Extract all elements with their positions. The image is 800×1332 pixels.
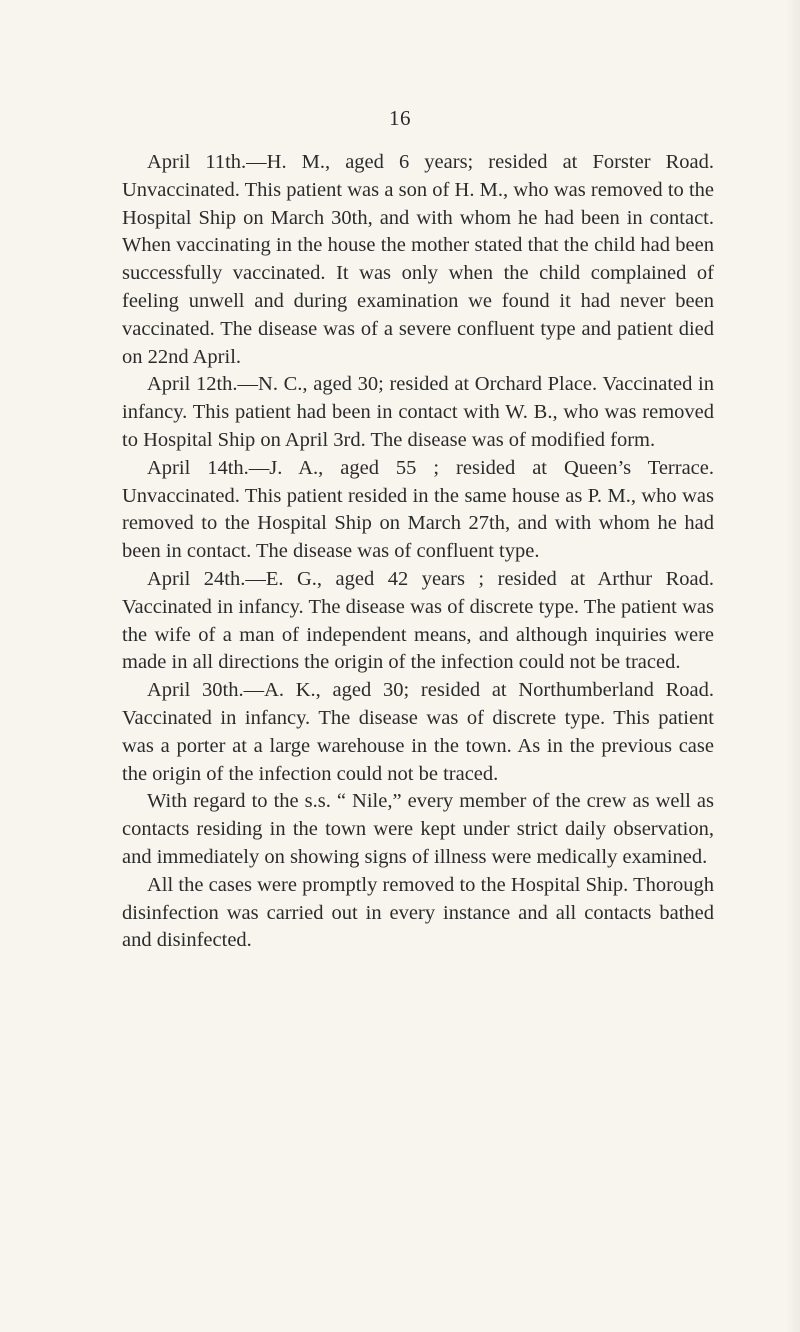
paragraph-nile-crew: With regard to the s.s. “ Nile,” every member of the crew as well as contacts residing in the town were kept under strict daily observation, and immediately on showing signs of illness were medically examined. — [122, 790, 714, 868]
paragraph-april-11: April 11th.—H. M., aged 6 years; resided at Forster Road. Unvaccinated. This patient was a son of H. M., who was removed to the Hospital Ship on March 30th, and with whom he had been in contact. When vaccinating in the house the mother stated that the child had been successfully vaccinated. It was only when the child complained of feeling unwell and during examination we found it had never been vaccinated. The disease was of a severe confluent type and patient died on 22nd April. — [122, 151, 714, 368]
body-text — [122, 149, 714, 955]
page-edge-shadow — [786, 0, 800, 1332]
paragraph-april-30: April 30th.—A. K., aged 30; resided at Northumberland Road. Vaccinated in infancy. The disease was of discrete type. This patient was a porter at a large warehouse in the town. As in the previous case the origin of the infection could not be traced. — [122, 679, 714, 785]
page-number: 16 — [389, 106, 411, 130]
paragraph-april-24: April 24th.—E. G., aged 42 years ; resided at Arthur Road. Vaccinated in infancy. The disease was of discrete type. The patient was the wife of a man of independent means, and although inquiries were made in all directions the origin of the infection could not be traced. — [122, 567, 714, 674]
paragraph-april-14: April 14th.—J. A., aged 55 ; resided at Queen’s Terrace. Unvaccinated. This patient resided in the same house as P. M., who was removed to the Hospital Ship on March 27th, and with whom he had been in contact. The disease was of confluent type. — [122, 456, 714, 563]
paragraph-disinfection: All the cases were promptly removed to the Hospital Ship. Thorough disinfection was carried out in every instance and all contacts bathed and disinfected. — [122, 873, 714, 952]
paragraph-april-12: April 12th.—N. C., aged 30; resided at Orchard Place. Vaccinated in infancy. This patient had been in contact with W. B., who was removed to Hospital Ship on April 3rd. The disease was of modified form. — [122, 373, 714, 451]
